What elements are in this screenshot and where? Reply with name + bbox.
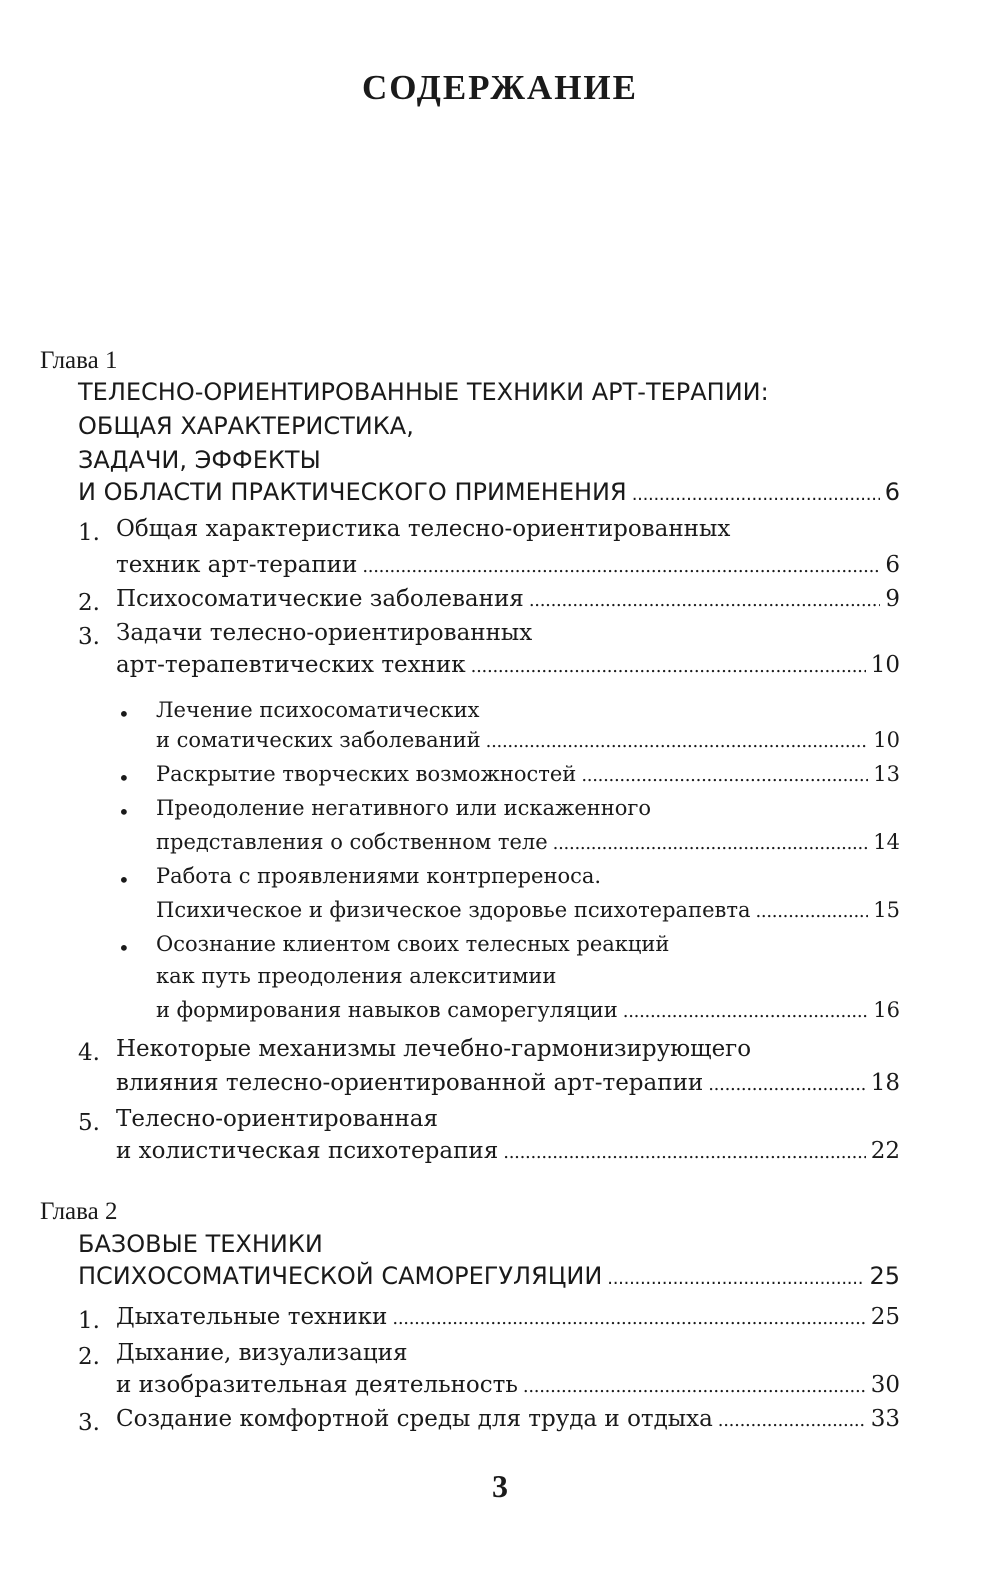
chapter-1-title-line: ЗАДАЧИ, ЭФФЕКТЫ [78, 446, 321, 474]
item-number: 5. [78, 1110, 100, 1136]
toc-item-entry[interactable]: Создание комфортной среды для труда и отдыха . . . 33 [116, 1406, 900, 1438]
toc-item-line: Задачи телесно-ориентированных [116, 620, 533, 646]
item-number: 3. [78, 1410, 100, 1436]
leader-dots [708, 1070, 865, 1096]
item-number: 4. [78, 1040, 100, 1066]
toc-item-entry[interactable]: влияния телесно-ориентированной арт-терапии . . . 18 [116, 1070, 900, 1102]
page-ref: 6 [884, 478, 900, 506]
leader-dots [581, 762, 868, 786]
leader-dots [362, 552, 880, 578]
page-title: СОДЕРЖАНИЕ [361, 68, 638, 107]
leader-dots [392, 1304, 865, 1330]
leader-dots [623, 998, 869, 1022]
toc-item-line: Дыхание, визуализация [116, 1340, 408, 1366]
toc-item-entry[interactable]: техник арт-терапии . . . 6 [116, 552, 900, 584]
toc-bullet-line: Работа с проявлениями контрпереноса. [156, 864, 602, 888]
leader-dots [471, 652, 866, 678]
page-ref: 15 [873, 898, 900, 922]
leader-dots [486, 728, 869, 752]
page-ref: 30 [870, 1372, 900, 1398]
item-number: 2. [78, 1344, 100, 1370]
chapter-1-title-line: ТЕЛЕСНО-ОРИЕНТИРОВАННЫЕ ТЕХНИКИ АРТ-ТЕРАПИИ: [78, 378, 769, 406]
chapter-1-title-entry[interactable]: И ОБЛАСТИ ПРАКТИЧЕСКОГО ПРИМЕНЕНИЯ . . . 6 [78, 478, 900, 510]
item-number: 3. [78, 624, 100, 650]
toc-item-entry[interactable]: и изобразительная деятельность . . . 30 [116, 1372, 900, 1404]
bullet-dot: • [118, 800, 130, 824]
toc-bullet-line: Преодоление негативного или искаженного [156, 796, 652, 820]
leader-dots [718, 1406, 866, 1432]
page-ref: 25 [870, 1304, 900, 1330]
page-ref: 25 [869, 1262, 900, 1290]
toc-item-entry[interactable]: Психосоматические заболевания . . . 9 [116, 586, 900, 618]
chapter-2-label: Глава 2 [40, 1198, 118, 1225]
leader-dots [503, 1138, 865, 1164]
toc-item-line: Некоторые механизмы лечебно-гармонизирующего [116, 1036, 752, 1062]
page-ref: 6 [885, 552, 900, 578]
leader-dots [523, 1372, 866, 1398]
toc-bullet-entry[interactable]: представления о собственном теле . . . 14 [156, 830, 900, 862]
toc-bullet-entry[interactable]: Психическое и физическое здоровье психотерапевта . . . 15 [156, 898, 900, 930]
page-ref: 16 [873, 998, 900, 1022]
toc-item-entry[interactable]: арт-терапевтических техник . . . 10 [116, 652, 900, 684]
bullet-dot: • [118, 766, 130, 790]
page-ref: 13 [873, 762, 900, 786]
leader-dots [632, 478, 880, 506]
chapter-2-title-entry[interactable]: ПСИХОСОМАТИЧЕСКОЙ САМОРЕГУЛЯЦИИ . . . 25 [78, 1262, 900, 1294]
page-ref: 33 [870, 1406, 900, 1432]
page-ref: 10 [870, 652, 900, 678]
toc-item-entry[interactable]: и холистическая психотерапия . . . 22 [116, 1138, 900, 1170]
toc-bullet-line: Лечение психосоматических [156, 698, 480, 722]
bullet-dot: • [118, 868, 130, 892]
leader-dots [607, 1262, 864, 1290]
toc-item-entry[interactable]: Дыхательные техники . . . 25 [116, 1304, 900, 1336]
toc-item-line: Телесно-ориентированная [116, 1106, 439, 1132]
leader-dots [553, 830, 869, 854]
chapter-1-label: Глава 1 [40, 347, 118, 374]
page-ref: 22 [870, 1138, 900, 1164]
page-ref: 18 [870, 1070, 900, 1096]
chapter-2-title-line: БАЗОВЫЕ ТЕХНИКИ [78, 1230, 323, 1258]
bullet-dot: • [118, 702, 130, 726]
toc-bullet-line: как путь преодоления алекситимии [156, 964, 557, 988]
toc-bullet-entry[interactable]: Раскрытие творческих возможностей . . . 13 [156, 762, 900, 794]
leader-dots [529, 586, 881, 612]
page-number: 3 [492, 1468, 508, 1504]
toc-bullet-entry[interactable]: и соматических заболеваний . . . 10 [156, 728, 900, 760]
page-ref: 10 [873, 728, 900, 752]
page-ref: 14 [873, 830, 900, 854]
toc-bullet-line: Осознание клиентом своих телесных реакций [156, 932, 670, 956]
toc-bullet-entry[interactable]: и формирования навыков саморегуляции . . . 16 [156, 998, 900, 1030]
page-ref: 9 [885, 586, 900, 612]
item-number: 1. [78, 520, 100, 546]
item-number: 1. [78, 1308, 100, 1334]
toc-item-line: Общая характеристика телесно-ориентированных [116, 516, 731, 542]
leader-dots [755, 898, 868, 922]
chapter-1-title-line: ОБЩАЯ ХАРАКТЕРИСТИКА, [78, 412, 414, 440]
bullet-dot: • [118, 936, 130, 960]
item-number: 2. [78, 590, 100, 616]
